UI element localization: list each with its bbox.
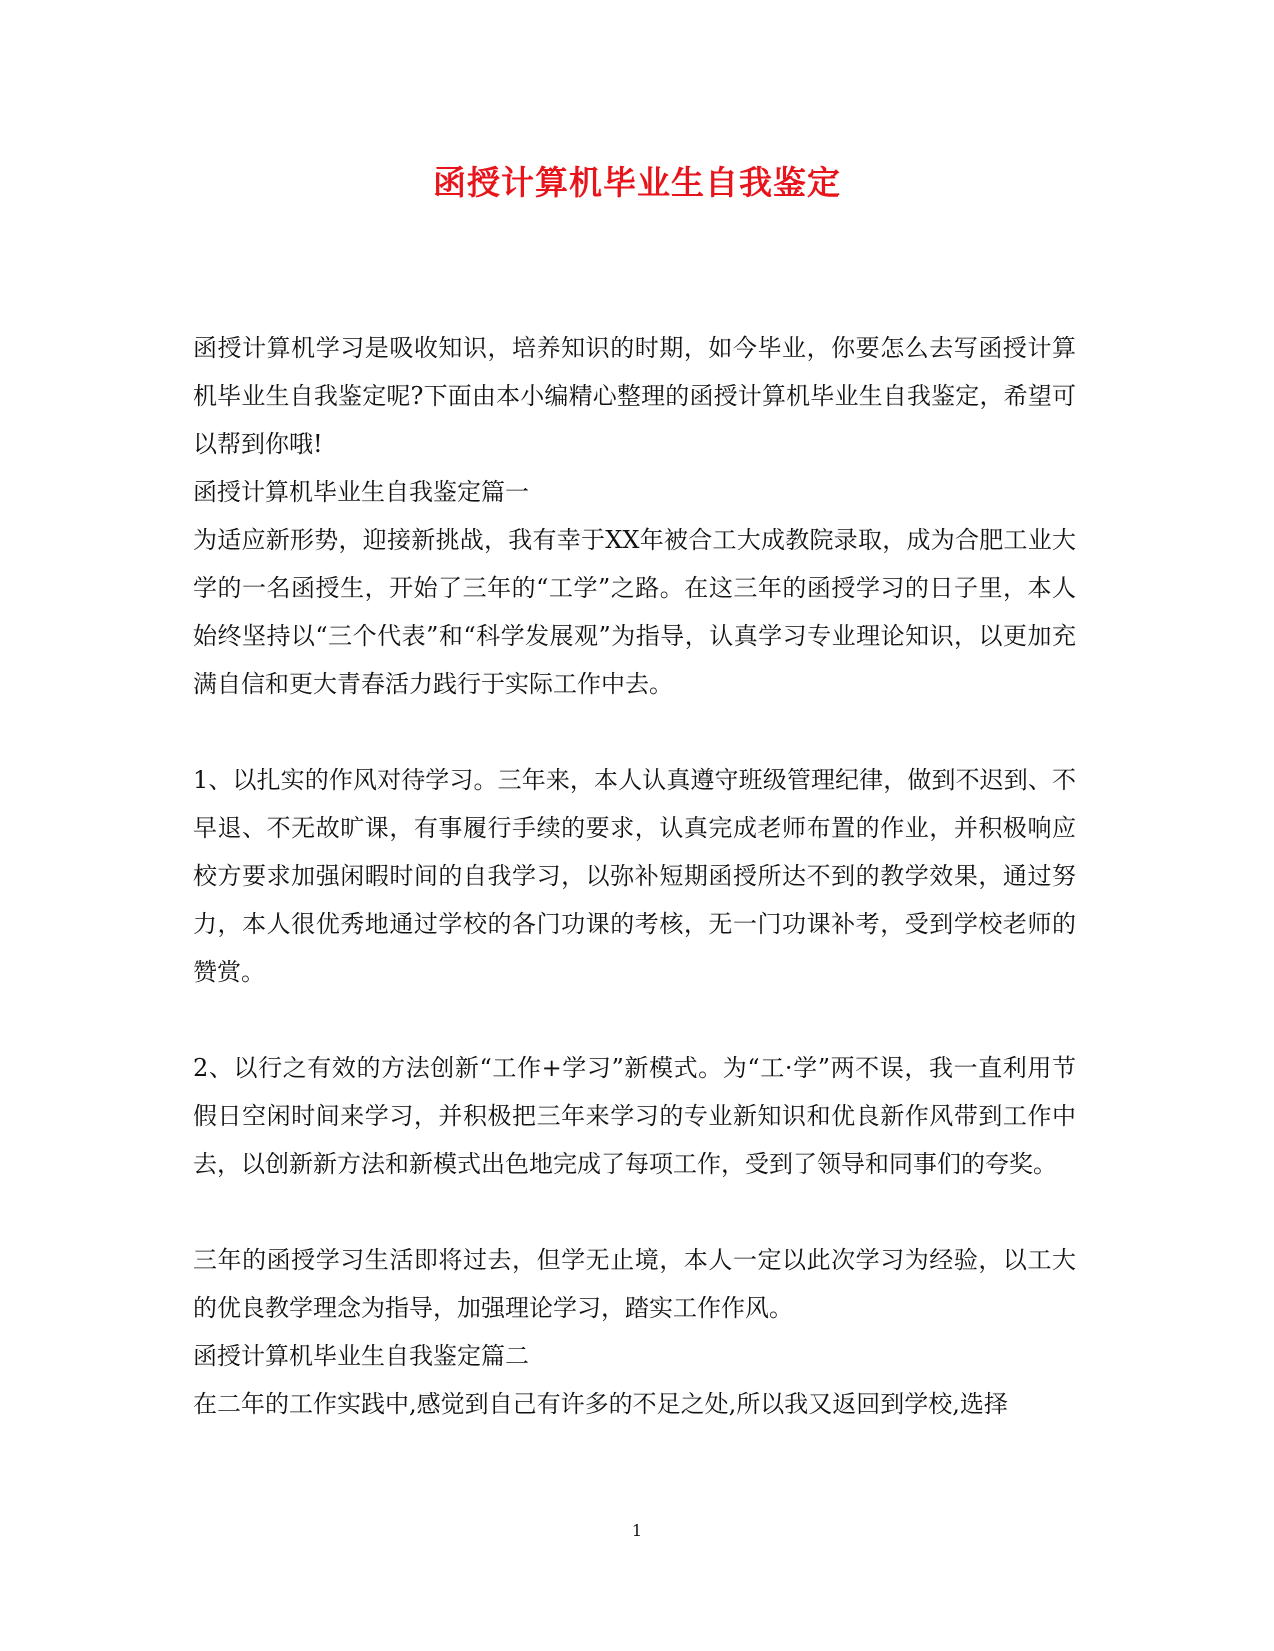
paragraph-spacer <box>193 708 1076 756</box>
body-paragraph: 三年的函授学习生活即将过去，但学无止境，本人一定以此次学习为经验，以工大的优良教学理念为指导，加强理论学习，踏实工作作风。 <box>193 1246 1076 1322</box>
document-title: 函授计算机毕业生自我鉴定 <box>433 163 841 202</box>
paragraph-spacer <box>193 996 1076 1044</box>
body-paragraph: 在二年的工作实践中,感觉到自己有许多的不足之处,所以我又返回到学校,选择 <box>193 1390 1008 1418</box>
document-body <box>193 324 1076 1428</box>
section-heading-part-two: 函授计算机毕业生自我鉴定篇二 <box>193 1342 529 1370</box>
body-paragraph: 2、以行之有效的方法创新“工作+学习”新模式。为“工·学”两不误，我一直利用节假日空闲时间来学习，并积极把三年来学习的专业新知识和优良新作风带到工作中去，以创新新方法和新模式出色地完成了每项工作，受到了领导和同事们的夸奖。 <box>193 1054 1076 1178</box>
paragraph-spacer <box>193 1188 1076 1236</box>
page-number: 1 <box>631 1521 643 1540</box>
section-heading-part-one: 函授计算机毕业生自我鉴定篇一 <box>193 478 529 506</box>
intro-paragraph: 函授计算机学习是吸收知识，培养知识的时期，如今毕业，你要怎么去写函授计算机毕业生自我鉴定呢?下面由本小编精心整理的函授计算机毕业生自我鉴定，希望可以帮到你哦! <box>193 334 1076 458</box>
body-paragraph: 为适应新形势，迎接新挑战，我有幸于XX年被合工大成教院录取，成为合肥工业大学的一名函授生，开始了三年的“工学”之路。在这三年的函授学习的日子里，本人始终坚持以“三个代表”和“科学发展观”为指导，认真学习专业理论知识，以更加充满自信和更大青春活力践行于实际工作中去。 <box>193 526 1076 698</box>
body-paragraph: 1、以扎实的作风对待学习。三年来，本人认真遵守班级管理纪律，做到不迟到、不早退、不无故旷课，有事履行手续的要求，认真完成老师布置的作业，并积极响应校方要求加强闲暇时间的自我学习，以弥补短期函授所达不到的教学效果，通过努力，本人很优秀地通过学校的各门功课的考核，无一门功课补考，受到学校老师的赞赏。 <box>193 766 1076 986</box>
